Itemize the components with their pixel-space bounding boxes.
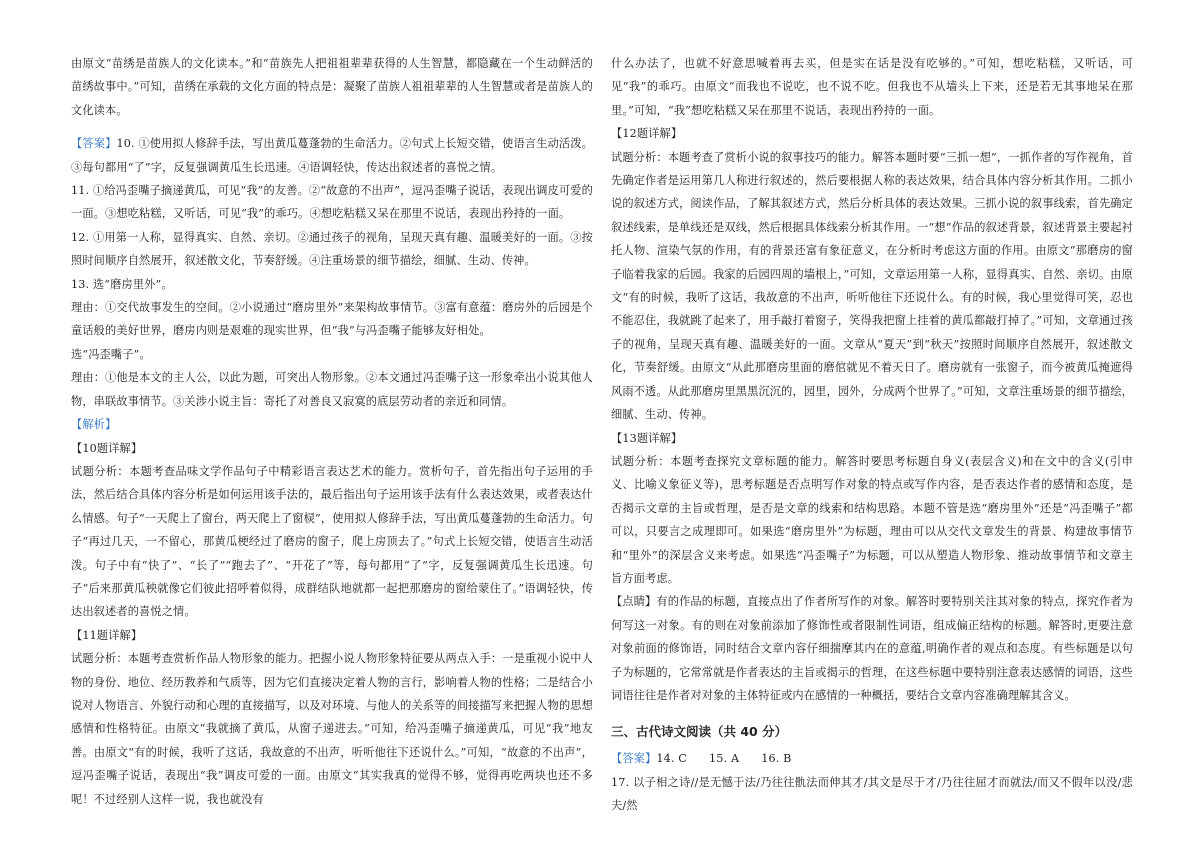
answer-10-text: 10. ①使用拟人修辞手法，写出黄瓜蔓蓬勃的生命活力。②句式上长短交错，使语言生动活泼。③每句都用“了”字，反复强调黄瓜生长迅速。④语调轻快，传达出叙述者的喜悦之情。 — [71, 137, 593, 174]
answer-12: 12. ①用第一人称，显得真实、自然、亲切。②通过孩子的视角，呈现天真有趣、温暖美好的一面。③按照时间顺序自然展开，叙述散文化，节奏舒缓。④注重场景的细节描绘，细腻、生动、传神。 — [71, 230, 593, 268]
detail-11-title: 【11题详解】 — [71, 628, 143, 642]
detail-10-title: 【10题详解】 — [71, 441, 143, 455]
answer-10 — [71, 132, 593, 179]
answer-17: 17. 以子相之诗//是无憾于法/乃往往骩法而伸其才/其文是尽于才/乃往往屈才而就法/而又不假年以没/悲夫/然 — [611, 775, 1133, 813]
reason-2: 理由：①他是本文的主人公，以此为题，可突出人物形象。②本文通过冯歪嘴子这一形象牵出小说其他人物，串联故事情节。③关涉小说主旨：寄托了对善良又寂寞的底层劳动者的亲近和同情。 — [71, 371, 593, 408]
reason-1: 理由：①交代故事发生的空间。②小说通过“磨房里外”来架构故事情节。③富有意蕴：磨房外的后园是个童话般的美好世界，磨房内则是艰难的现实世界，但“我”与冯歪嘴子能够友好相处。 — [71, 301, 593, 338]
answer-tag: 【答案】 — [71, 137, 117, 151]
detail-13: 试题分析：本题考查探究文章标题的能力。解答时要思考标题自身义(表层含义)和在文中的含义(引申义、比喻义象征义等)，思考标题是否点明写作对象的特点或写作内容，是否表达作者的感情和态度，是否揭示文章的主旨或哲理，是否是文章的线索和结构思路。本题不管是选“磨房里外”还是“冯歪嘴子”都可以，只要言之成理即可。如果选“磨房里外”为标题，理由可以从交代文章发生的背景、构建故事情节和“里外”的深层含义来考虑。如果选“冯歪嘴子”为标题，可以从塑造人物形象、推动故事情节和文章主旨方面考虑。 — [611, 454, 1133, 585]
detail-11-continued: 什么办法了，也就不好意思喊着再去买，但是实在话是没有吃够的。”可知，想吃粘糕，又听话，可见“我”的乖巧。由原文“而我也不说吃，也不说不吃。但我也不从墙头上下来，还是若无其事地呆在那里。”可知，“我”想吃粘糕又呆在那里不说话，表现出矜持的一面。 — [611, 57, 1133, 117]
detail-13-title: 【13题详解】 — [611, 431, 683, 445]
answer-tag: 【答案】 — [611, 752, 657, 766]
left-column — [71, 52, 593, 811]
detail-10: 试题分析：本题考查品味文学作品句子中精彩语言表达艺术的能力。赏析句子，首先指出句子运用的手法，然后结合具体内容分析是如何运用该手法的，最后指出句子运用该手法有什么表达效果，或者表达什么情感。句子“一天爬上了窗台，两天爬上了窗棂”，使用拟人修辞手法，写出黄瓜蔓蓬勃的生命活力。句子“再过几天，一不留心，那黄瓜梗经过了磨房的窗子，爬上房顶去了。”句式上长短交错，使语言生动活泼。句子中有“快了”、“长了”“跑去了”、“开花了”等，每句都用“了”字，反复强调黄瓜生长迅速。句子“后来那黄瓜秧就像它们彼此招呼着似得，成群结队地就都一起把那磨房的窗给蒙住了。”语调轻快，传达出叙述者的喜悦之情。 — [71, 464, 593, 619]
paragraph-miao-embroidery: 由原文“苗绣是苗族人的文化读本。”和“苗族先人把祖祖辈辈获得的人生智慧，都隐藏在一个生动鲜活的苗绣故事中。”可知，苗绣在承载的文化方面的特点是：凝聚了苗族人祖祖辈辈的人生智慧或者是苗族人的文化读本。 — [71, 57, 593, 117]
answer-11: 11. ①给冯歪嘴子摘递黄瓜，可见“我”的友善。②“故意的不出声”，逗冯歪嘴子说话，表现出调皮可爱的一面。③想吃粘糕，又听话，可见“我”的乖巧。④想吃粘糕又呆在那里不说话，表现出矜持的一面。 — [71, 184, 593, 221]
tip-paragraph: 【点睛】有的作品的标题，直接点出了作者所写作的对象。解答时要特别关注其对象的特点，探究作者为何写这一对象。有的则在对象前添加了修饰性或者限制性词语，组成偏正结构的标题。解答时,更要注意对象前面的修饰语，同时结合文章内容仔细揣摩其内在的意蕴,明确作者的观点和态度。有些标题是以句子为标题的，它常常就是作者表达的主旨或揭示的哲理，在这些标题中要特别注意表达感情的词语，这些词语往往是作者对对象的主体特征或内在感情的一种概括，要结合文章内容准确理解其含义。 — [611, 595, 1133, 702]
answers-14-16 — [611, 747, 1133, 770]
right-column — [611, 52, 1133, 818]
answer-13: 13. 选“磨房里外”。 — [71, 277, 173, 291]
section-3-heading: 三、古代诗文阅读（共 40 分） — [611, 724, 788, 740]
answer-16: 16. B — [761, 752, 792, 766]
answer-14: 14. C — [656, 752, 688, 766]
analysis-tag: 【解析】 — [71, 418, 117, 432]
detail-12-title: 【12题详解】 — [611, 127, 683, 141]
detail-12: 试题分析：本题考查了赏析小说的叙事技巧的能力。解答本题时要“三抓一想”，一抓作者的写作视角，首先确定作者是运用第几人称进行叙述的，然后要根据人称的表达效果，结合具体内容分析其作用。二抓小说的叙述方式，阅读作品，了解其叙述方式，然后分析具体的表达效果。三抓小说的叙事线索，首先确定叙述线索，是单线还是双线，然后根据具体线索分析其作用。一“想”作品的叙述背景，叙述背景主要起衬托人物、渲染气氛的作用，有的背景还富有象征意义，在分析时考虑这方面的作用。由原文“那磨房的窗子临着我家的后园。我家的后园四周的墙根上，”可知，文章运用第一人称，显得真实、自然、亲切。由原文“有的时候，我听了这话，我故意的不出声，听听他往下还说什么。有的时候，我心里觉得可笑，忍也不能忍住，我就跳了起来了，用手敲打着窗子，笑得我把窗上挂着的黄瓜都敲打掉了。”可知，文章通过孩子的视角，呈现天真有趣、温暖美好的一面。文章从“夏天”到“秋天”按照时间顺序自然展开，叙述散文化，节奏舒缓。由原文“从此那磨房里面的磨倌就见不着天日了。磨房就有一张窗子，而今被黄瓜掩遮得风雨不透。从此那磨房里黑黑沉沉的，园里，园外，分成两个世界了。”可知，文章注重场景的细节描绘，细腻、生动、传神。 — [611, 150, 1134, 422]
answer-15: 15. A — [709, 752, 740, 766]
choice-2: 选“冯歪嘴子”。 — [71, 347, 151, 361]
detail-11: 试题分析：本题考查赏析作品人物形象的能力。把握小说人物形象特征要从两点入手：一是重视小说中人物的身份、地位、经历教养和气质等，因为它们直接决定着人物的言行，影响着人物的性格；二是结合小说对人物语言、外貌行动和心理的直接描写，以及对环境、与他人的关系等的间接描写来把握人物的思想感情和性格特征。由原文“我就摘了黄瓜，从窗子递进去。”可知，给冯歪嘴子摘递黄瓜，可见“我”地友善。由原文“有的时候，我听了这话，我故意的不出声，听听他往下还说什么。”可知，“故意的不出声”，逗冯歪嘴子说话，表现出“我”调皮可爱的一面。由原文“其实我真的觉得不够，觉得再吃两块也还不多呢！不过经别人这样一说，我也就没有 — [71, 652, 593, 806]
